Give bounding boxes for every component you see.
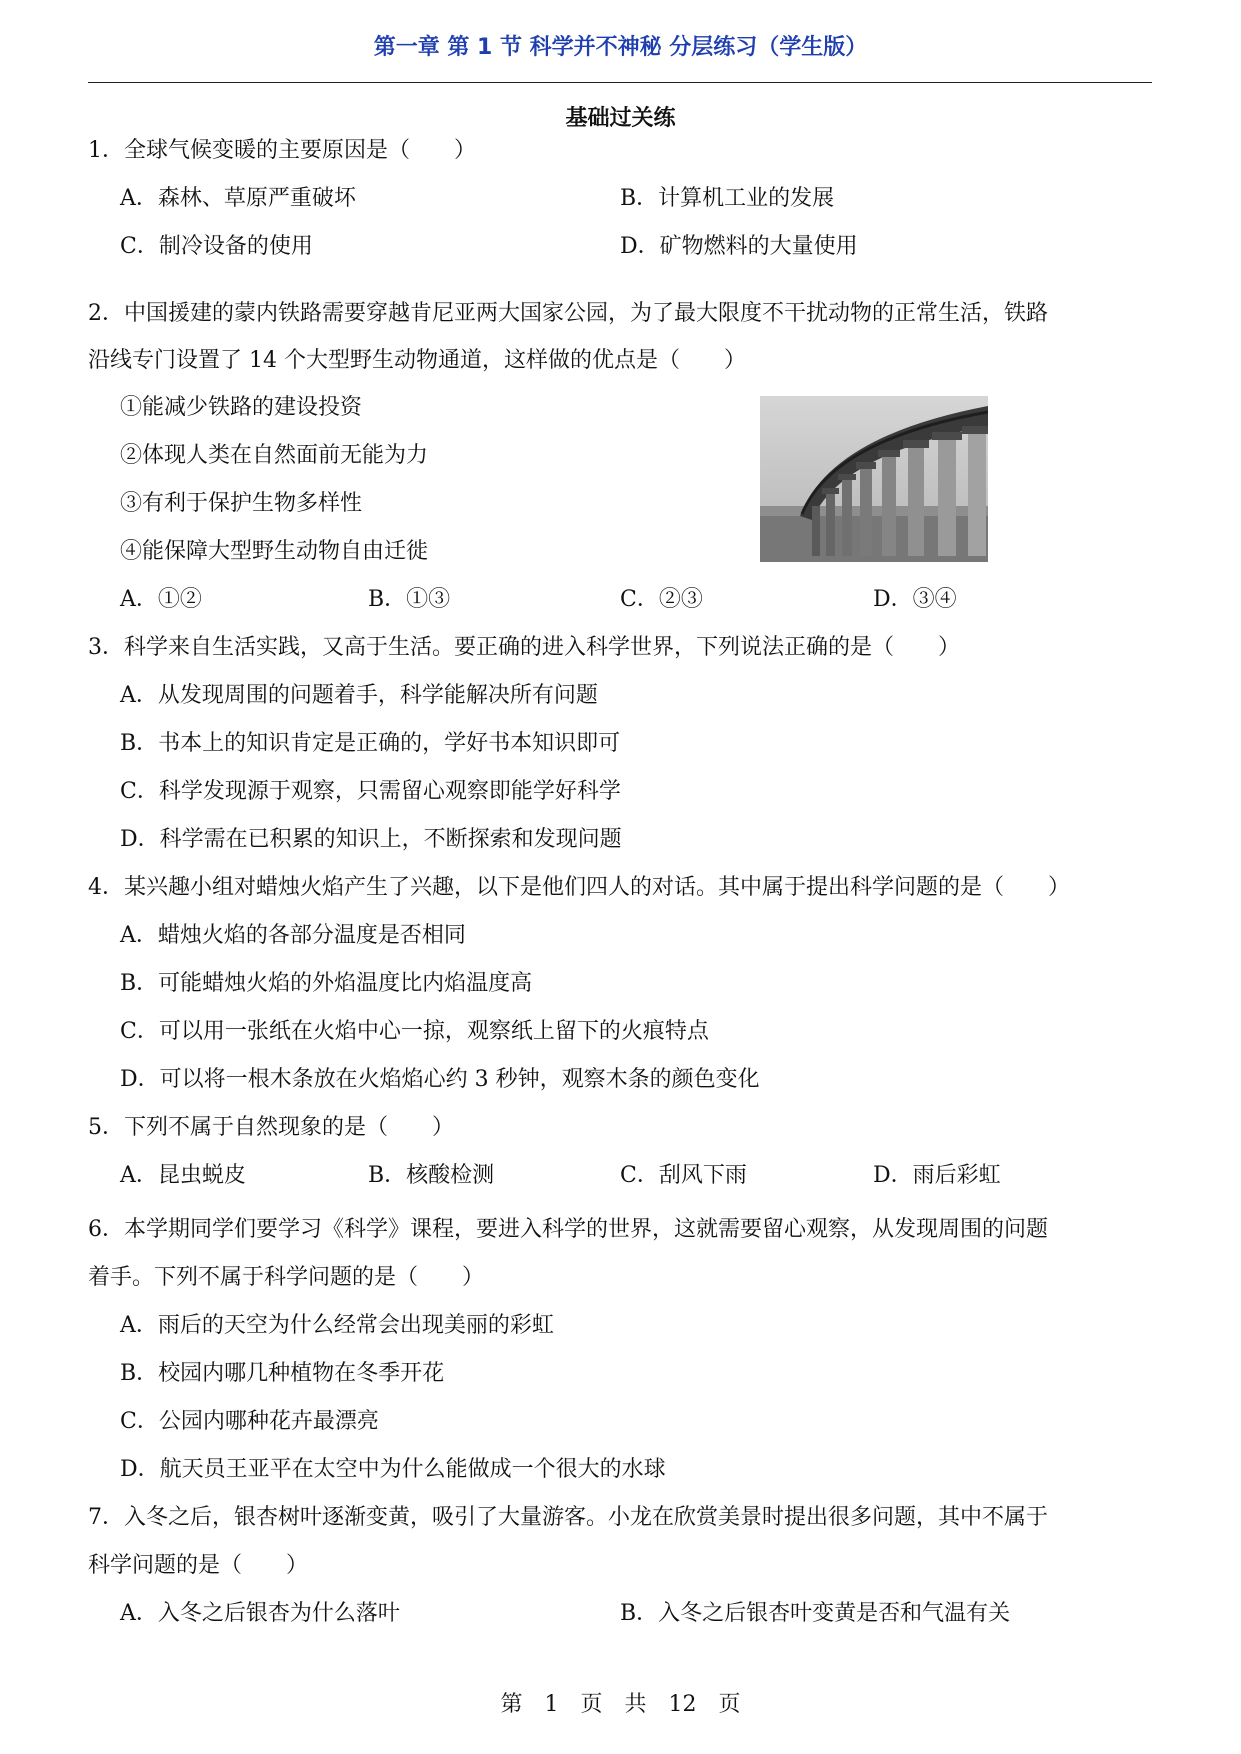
question-7-stem: 7．入冬之后，银杏树叶逐渐变黄，吸引了大量游客。小龙在欣赏美景时提出很多问题，其中不属于: [88, 1505, 1049, 1530]
question-3-option-a: A．从发现周围的问题着手，科学能解决所有问题: [120, 683, 598, 708]
question-4-option-d: D．可以将一根木条放在火焰焰心约 3 秒钟，观察木条的颜色变化: [120, 1067, 760, 1092]
question-6-option-a: A．雨后的天空为什么经常会出现美丽的彩虹: [120, 1313, 554, 1338]
question-1-option-c: C．制冷设备的使用: [120, 234, 313, 259]
question-4-option-b: B．可能蜡烛火焰的外焰温度比内焰温度高: [120, 971, 533, 996]
question-4-option-a: A．蜡烛火焰的各部分温度是否相同: [120, 923, 466, 948]
question-3-stem: 3．科学来自生活实践，又高于生活。要正确的进入科学世界，下列说法正确的是（ ）: [88, 635, 961, 660]
header-rule: [88, 82, 1152, 83]
question-2-option-b: B．①③: [368, 587, 451, 612]
question-7-option-a: A．入冬之后银杏为什么落叶: [120, 1601, 400, 1626]
question-2-option-a: A．①②: [120, 587, 202, 612]
question-1-option-d: D．矿物燃料的大量使用: [620, 234, 858, 259]
page-number-footer: 第 1 页 共 12 页: [500, 1692, 741, 1717]
question-6-option-c: C．公园内哪种花卉最漂亮: [120, 1409, 379, 1434]
question-3-option-c: C．科学发现源于观察，只需留心观察即能学好科学: [120, 779, 621, 804]
question-1-option-a: A．森林、草原严重破坏: [120, 186, 356, 211]
question-2-stem: 2．中国援建的蒙内铁路需要穿越肯尼亚两大国家公园，为了最大限度不干扰动物的正常生活，铁路: [88, 301, 1049, 326]
question-2-statement-3: ③有利于保护生物多样性: [120, 491, 363, 516]
section-title: 基础过关练: [565, 106, 676, 131]
question-3-option-b: B．书本上的知识肯定是正确的，学好书本知识即可: [120, 731, 621, 756]
question-4-stem: 4．某兴趣小组对蜡烛火焰产生了兴趣，以下是他们四人的对话。其中属于提出科学问题的是（ ）: [88, 875, 1071, 900]
question-4-option-c: C．可以用一张纸在火焰中心一掠，观察纸上留下的火痕特点: [120, 1019, 709, 1044]
question-1-option-b: B．计算机工业的发展: [620, 186, 835, 211]
question-2-statement-2: ②体现人类在自然面前无能为力: [120, 443, 429, 468]
question-6-stem: 着手。下列不属于科学问题的是（ ）: [88, 1265, 485, 1290]
question-5-option-b: B．核酸检测: [368, 1163, 495, 1188]
question-2-option-c: C．②③: [620, 587, 703, 612]
question-2-option-d: D．③④: [873, 587, 957, 612]
question-5-option-a: A．昆虫蜕皮: [120, 1163, 246, 1188]
question-6-option-d: D．航天员王亚平在太空中为什么能做成一个很大的水球: [120, 1457, 666, 1482]
page-header-title: 第一章 第 1 节 科学并不神秘 分层练习（学生版）: [373, 35, 868, 60]
question-6-option-b: B．校园内哪几种植物在冬季开花: [120, 1361, 445, 1386]
question-7-stem: 科学问题的是（ ）: [88, 1553, 309, 1578]
question-2-statement-1: ①能减少铁路的建设投资: [120, 395, 363, 420]
railway-viaduct-photo: [760, 396, 988, 562]
question-3-option-d: D．科学需在已积累的知识上，不断探索和发现问题: [120, 827, 622, 852]
question-7-option-b: B．入冬之后银杏叶变黄是否和气温有关: [620, 1601, 1011, 1626]
question-2-stem: 沿线专门设置了 14 个大型野生动物通道，这样做的优点是（ ）: [88, 348, 746, 373]
question-6-stem: 6．本学期同学们要学习《科学》课程，要进入科学的世界，这就需要留心观察，从发现周围的问题: [88, 1217, 1049, 1242]
question-2-statement-4: ④能保障大型野生动物自由迁徙: [120, 539, 429, 564]
question-5-option-c: C．刮风下雨: [620, 1163, 747, 1188]
question-5-option-d: D．雨后彩虹: [873, 1163, 1001, 1188]
question-1-stem: 1．全球气候变暖的主要原因是（ ）: [88, 138, 476, 163]
question-5-stem: 5．下列不属于自然现象的是（ ）: [88, 1115, 454, 1140]
